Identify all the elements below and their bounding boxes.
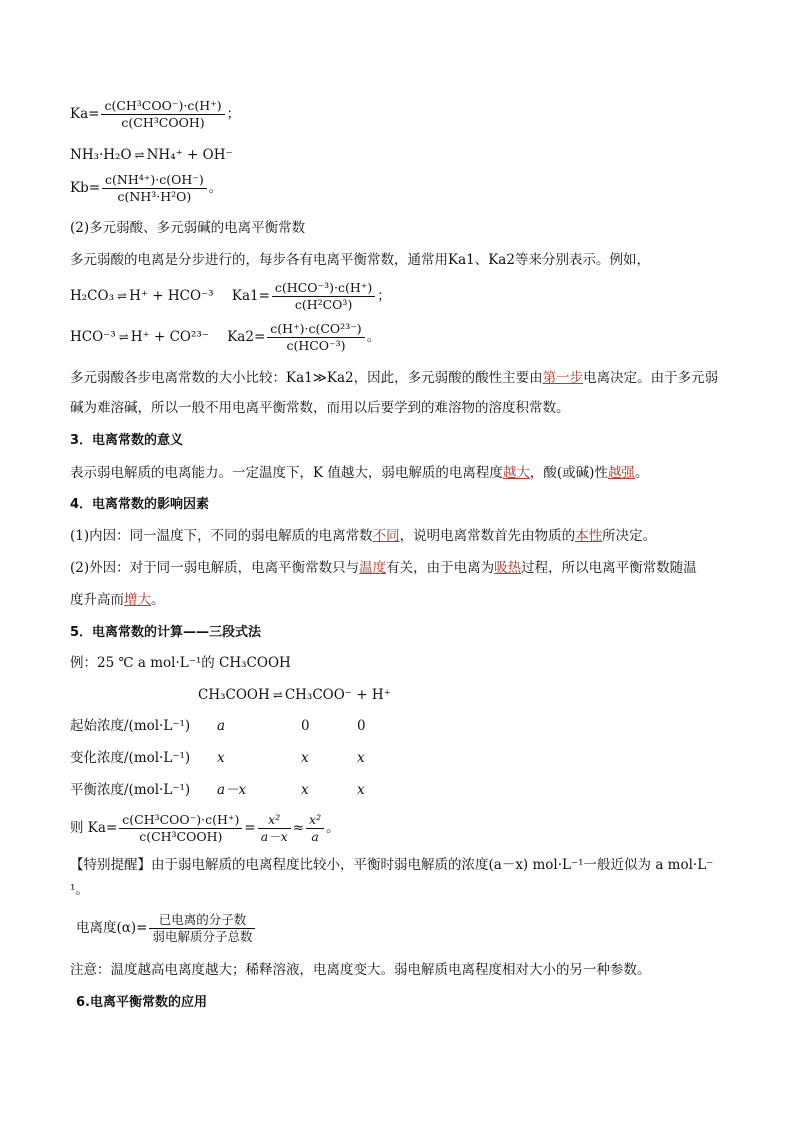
p3-text-b: ，酸(或碱)性 <box>529 465 608 481</box>
row-cell: x <box>301 782 309 798</box>
kb-fraction <box>102 172 207 205</box>
tip-line2: ¹。 <box>70 882 89 898</box>
nh3-left: NH₃·H₂O <box>70 147 132 163</box>
paragraph-4-2-line2 <box>70 590 165 610</box>
compare-paragraph-line1 <box>70 368 718 388</box>
ionization-label: 电离度(α)= <box>76 920 148 936</box>
row-label: 平衡浓度/(mol·L⁻¹) <box>70 782 191 798</box>
final-fraction-1 <box>119 812 242 845</box>
final-numerator-3: x² <box>306 812 324 829</box>
kb-tail: 。 <box>208 180 223 196</box>
kb-label: Kb= <box>70 180 101 196</box>
row-cell: x <box>217 750 225 766</box>
final-fraction-2 <box>258 812 291 845</box>
nh3-equation <box>70 145 233 165</box>
paragraph-4-1 <box>70 526 656 546</box>
ka-label: Ka= <box>70 106 100 122</box>
underlined-answer: 本性 <box>575 528 603 544</box>
row-cell: 0 <box>301 718 310 734</box>
p3-text-c: 。 <box>634 465 649 481</box>
ka2-denominator: c(HCO⁻³) <box>286 338 346 353</box>
p42-text-e: 。 <box>151 592 165 608</box>
row-cell: x <box>301 750 309 766</box>
row-cell: 0 <box>357 718 366 734</box>
equilibrium-arrow: ⇌ <box>117 289 127 303</box>
row-cell: x <box>357 782 365 798</box>
ka-denominator: c(CH³COOH) <box>121 115 205 130</box>
hco3-left: HCO⁻³ <box>70 329 116 345</box>
final-denominator-3: a <box>311 829 319 844</box>
ka2-label: Ka2= <box>227 329 266 345</box>
h2co3-equation <box>70 280 391 313</box>
nh3-right: NH₄⁺ + OH⁻ <box>146 147 233 163</box>
underlined-answer: 越强 <box>607 465 635 481</box>
final-fraction-3 <box>306 812 324 845</box>
compare-text-a: 多元弱酸各步电离常数的大小比较：Ka1≫Ka2，因此，多元弱酸的酸性主要由 <box>70 370 543 386</box>
row-label: 起始浓度/(mol·L⁻¹) <box>70 718 191 734</box>
underlined-answer: 吸热 <box>494 560 522 576</box>
heading-4: 4．电离常数的影响因素 <box>70 497 210 512</box>
hco3-equation <box>70 321 380 354</box>
ionization-fraction <box>149 912 255 945</box>
p3-text-a: 表示弱电解质的电离能力。一定温度下，K 值越大，弱电解质的电离程度 <box>70 465 503 481</box>
p42-text-c: 过程，所以电离平衡常数随温 <box>521 560 697 576</box>
ionization-numerator: 已电离的分子数 <box>149 912 255 929</box>
h2co3-left: H₂CO₃ <box>70 288 114 304</box>
final-denominator-2: a－x <box>260 829 288 844</box>
row-cell: a－x <box>217 782 247 798</box>
compare-paragraph-line2: 碱为难溶碱，所以一般不用电离平衡常数，而用以后要学到的难溶物的溶度积常数。 <box>70 400 570 416</box>
tip-line1: 【特别提醒】由于弱电解质的电离程度比较小，平衡时弱电解质的浓度(a－x) mol·L⁻¹一般近似为 a mol·L⁻ <box>70 857 714 873</box>
calc-right: CH₃COO⁻ + H⁺ <box>284 687 391 703</box>
final-numerator-2: x² <box>258 812 291 829</box>
p41-text-a: (1)内因：同一温度下，不同的弱电解质的电离常数 <box>70 528 373 544</box>
equals-sign: = <box>244 820 256 836</box>
underlined-answer: 第一步 <box>542 370 584 386</box>
row-cell: a <box>217 718 226 734</box>
kb-denominator: c(NH³·H²O) <box>117 189 192 204</box>
approx-sign: ≈ <box>292 820 305 836</box>
ka1-label: Ka1= <box>231 288 270 304</box>
final-numerator-1: c(CH³COO⁻)·c(H⁺) <box>119 812 242 829</box>
compare-text-b: 电离决定。由于多元弱 <box>583 370 719 386</box>
kb-formula <box>70 172 222 205</box>
note-line: 注意：温度越高电离度越大；稀释溶液，电离度变大。弱电解质电离程度相对大小的另一种参数。 <box>70 962 651 978</box>
row-label: 变化浓度/(mol·L⁻¹) <box>70 750 191 766</box>
hco3-right: H⁺ + CO²³⁻ <box>130 329 209 345</box>
section2-paragraph: 多元弱酸的电离是分步进行的，每步各有电离平衡常数，通常用Ka1、Ka2等来分别表示。例如， <box>70 252 650 268</box>
final-label: 则 Ka= <box>70 820 118 836</box>
p42-text-d: 度升高而 <box>70 592 124 608</box>
ka-formula <box>70 98 240 131</box>
p41-text-b: ，说明电离常数首先由物质的 <box>399 528 576 544</box>
ka1-denominator: c(H²CO³) <box>294 297 353 312</box>
ka-fraction <box>101 98 224 131</box>
final-tail: 。 <box>326 820 340 836</box>
final-denominator-1: c(CH³COOH) <box>139 829 223 844</box>
heading-6: 6.电离平衡常数的应用 <box>76 995 207 1010</box>
ionization-denominator: 弱电解质分子总数 <box>152 929 253 944</box>
ionization-degree-formula <box>76 912 257 945</box>
calc-left: CH₃COOH <box>198 687 270 703</box>
example-line: 例：25 ℃ a mol·L⁻¹的 CH₃COOH <box>70 655 291 671</box>
paragraph-3 <box>70 463 648 483</box>
ka1-tail: ； <box>377 288 391 304</box>
heading-5: 5．电离常数的计算——三段式法 <box>70 625 262 640</box>
ka2-numerator: c(H⁺)·c(CO²³⁻) <box>267 321 364 338</box>
kb-numerator: c(NH⁴⁺)·c(OH⁻) <box>102 172 207 189</box>
ka2-fraction <box>267 321 364 354</box>
section2-title: (2)多元弱酸、多元弱碱的电离平衡常数 <box>70 220 306 236</box>
paragraph-4-2-line1 <box>70 558 697 578</box>
row-cell: x <box>357 750 365 766</box>
ka2-tail: 。 <box>366 329 381 345</box>
ka1-fraction <box>272 280 375 313</box>
underlined-answer: 越大 <box>502 465 530 481</box>
p42-text-a: (2)外因：对于同一弱电解质，电离平衡常数只与 <box>70 560 360 576</box>
equilibrium-arrow: ⇌ <box>272 688 282 702</box>
underlined-answer: 温度 <box>359 560 387 576</box>
equilibrium-arrow: ⇌ <box>134 148 144 162</box>
h2co3-right: H⁺ + HCO⁻³ <box>129 288 214 304</box>
equilibrium-arrow: ⇌ <box>118 330 128 344</box>
final-formula <box>70 812 340 845</box>
heading-3: 3．电离常数的意义 <box>70 433 184 448</box>
ka-tail: ； <box>226 106 241 122</box>
ka1-numerator: c(HCO⁻³)·c(H⁺) <box>272 280 375 297</box>
underlined-answer: 不同 <box>372 528 400 544</box>
calc-equation <box>198 685 391 705</box>
underlined-answer: 增大 <box>124 592 151 608</box>
p42-text-b: 有关，由于电离为 <box>386 560 495 576</box>
p41-text-c: 所决定。 <box>602 528 657 544</box>
ka-numerator: c(CH³COO⁻)·c(H⁺) <box>101 98 224 115</box>
